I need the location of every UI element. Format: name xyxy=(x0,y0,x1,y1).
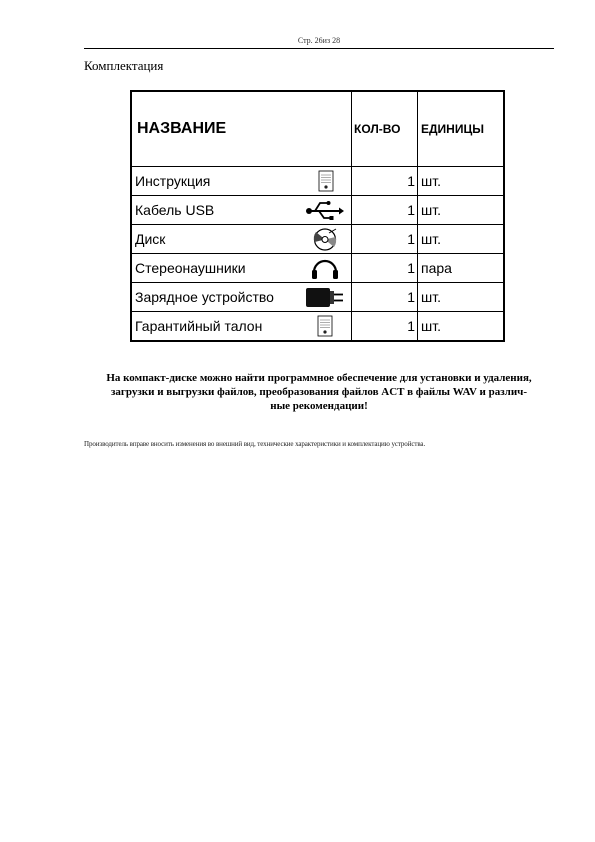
item-qty: 1 xyxy=(352,254,418,283)
table-header-row xyxy=(131,91,504,167)
table-row xyxy=(131,312,504,342)
disc-icon xyxy=(305,228,345,251)
column-header-name: НАЗВАНИЕ xyxy=(131,91,352,167)
note-line: загрузки и выгрузки файлов, преобразования файлов ACT в файлы WAV и различ- xyxy=(110,386,528,398)
charger-icon xyxy=(305,286,345,309)
document-icon xyxy=(305,315,345,338)
software-note xyxy=(84,371,554,413)
usb-icon xyxy=(305,199,345,222)
item-unit: пара xyxy=(418,254,505,283)
item-name: Стереонаушники xyxy=(135,260,246,276)
table-row xyxy=(131,283,504,312)
item-unit: шт. xyxy=(418,167,505,196)
table-row xyxy=(131,254,504,283)
item-qty: 1 xyxy=(352,196,418,225)
table-row xyxy=(131,167,504,196)
page-header xyxy=(84,36,554,49)
item-unit: шт. xyxy=(418,283,505,312)
item-name: Зарядное устройство xyxy=(135,289,274,305)
item-qty: 1 xyxy=(352,225,418,254)
item-qty: 1 xyxy=(352,312,418,342)
manufacturer-disclaimer: Производитель вправе вносить изменения во внешний вид, технические характеристики и комплектацию устройства. xyxy=(84,440,426,448)
item-name: Инструкция xyxy=(135,173,211,189)
note-line: ные рекомендации! xyxy=(270,400,368,412)
table-row xyxy=(131,225,504,254)
document-icon xyxy=(305,170,345,193)
column-header-qty: КОЛ-ВО xyxy=(352,91,418,167)
item-qty: 1 xyxy=(352,283,418,312)
column-header-unit: ЕДИНИЦЫ xyxy=(418,91,505,167)
item-unit: шт. xyxy=(418,196,505,225)
item-name: Диск xyxy=(135,231,166,247)
item-unit: шт. xyxy=(418,225,505,254)
section-title: Комплектация xyxy=(84,58,164,73)
page-number: Стр. 26из 28 xyxy=(297,36,341,45)
item-name: Кабель USB xyxy=(135,202,215,218)
table-row xyxy=(131,196,504,225)
headphones-icon xyxy=(305,257,345,280)
item-qty: 1 xyxy=(352,167,418,196)
note-line: На компакт-диске можно найти программное обеспечение для установки и удаления, xyxy=(106,372,532,384)
item-unit: шт. xyxy=(418,312,505,342)
contents-table xyxy=(130,90,505,342)
item-name: Гарантийный талон xyxy=(135,318,263,334)
